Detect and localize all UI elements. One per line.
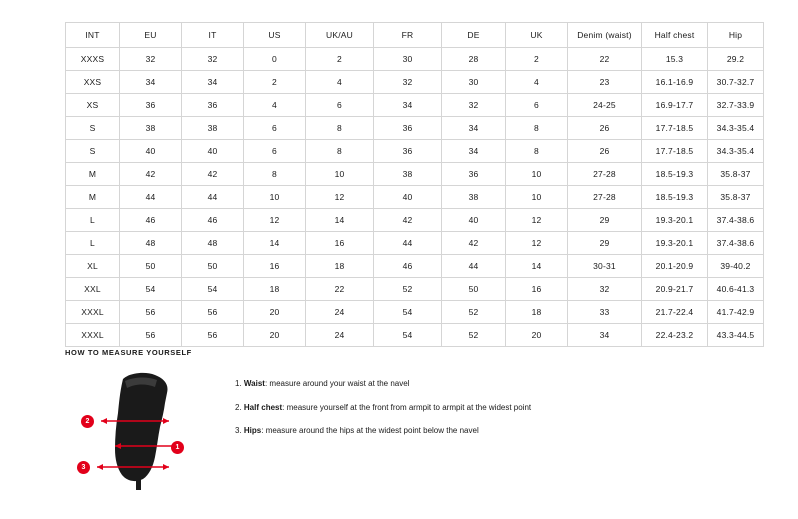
column-header: US <box>244 23 306 48</box>
step-term: Half chest <box>243 402 283 412</box>
table-cell: 10 <box>306 163 374 186</box>
table-cell: 40 <box>442 209 506 232</box>
table-cell: 39-40.2 <box>708 255 764 278</box>
table-cell: 22.4-23.2 <box>642 324 708 347</box>
table-cell: XXS <box>66 71 120 94</box>
table-cell: 4 <box>244 94 306 117</box>
table-cell: 54 <box>374 324 442 347</box>
step-number: 2. <box>235 402 242 412</box>
table-cell: 6 <box>244 117 306 140</box>
table-row <box>66 278 764 301</box>
table-cell: XXL <box>66 278 120 301</box>
table-cell: 10 <box>506 163 568 186</box>
table-cell: XXXS <box>66 48 120 71</box>
table-row <box>66 232 764 255</box>
table-cell: 50 <box>442 278 506 301</box>
column-header: INT <box>66 23 120 48</box>
table-cell: 34 <box>442 140 506 163</box>
table-cell: 4 <box>506 71 568 94</box>
column-header: UK/AU <box>306 23 374 48</box>
table-cell: 29 <box>568 232 642 255</box>
table-cell: 35.8-37 <box>708 186 764 209</box>
table-cell: 21.7-22.4 <box>642 301 708 324</box>
measurement-figure <box>81 367 205 492</box>
table-cell: 44 <box>120 186 182 209</box>
table-cell: 6 <box>244 140 306 163</box>
table-cell: 35.8-37 <box>708 163 764 186</box>
table-cell: 34 <box>374 94 442 117</box>
table-cell: 32.7-33.9 <box>708 94 764 117</box>
table-cell: 24 <box>306 301 374 324</box>
table-cell: 48 <box>120 232 182 255</box>
table-row <box>66 324 764 347</box>
table-cell: 54 <box>182 278 244 301</box>
table-cell: 17.7-18.5 <box>642 140 708 163</box>
how-to-measure-section <box>65 348 765 492</box>
table-cell: M <box>66 163 120 186</box>
table-cell: 20.1-20.9 <box>642 255 708 278</box>
table-cell: M <box>66 186 120 209</box>
table-cell: 56 <box>182 324 244 347</box>
measure-steps <box>235 367 531 450</box>
table-cell: 17.7-18.5 <box>642 117 708 140</box>
table-cell: 14 <box>306 209 374 232</box>
measure-bullet-2: 2 <box>81 415 94 428</box>
step-text: : measure around your waist at the navel <box>264 379 410 388</box>
table-cell: 37.4-38.6 <box>708 209 764 232</box>
column-header: Denim (waist) <box>568 23 642 48</box>
measure-step-hips <box>235 426 531 436</box>
table-cell: 22 <box>306 278 374 301</box>
size-table-body <box>66 48 764 347</box>
table-cell: XL <box>66 255 120 278</box>
table-cell: 44 <box>182 186 244 209</box>
size-table-header <box>66 23 764 48</box>
table-cell: 52 <box>442 301 506 324</box>
table-cell: 38 <box>182 117 244 140</box>
table-cell: 27-28 <box>568 186 642 209</box>
table-cell: 28 <box>442 48 506 71</box>
table-cell: 26 <box>568 117 642 140</box>
table-cell: 34.3-35.4 <box>708 117 764 140</box>
table-cell: 15.3 <box>642 48 708 71</box>
table-cell: 23 <box>568 71 642 94</box>
table-cell: 52 <box>442 324 506 347</box>
table-cell: 41.7-42.9 <box>708 301 764 324</box>
table-cell: 43.3-44.5 <box>708 324 764 347</box>
table-cell: 46 <box>120 209 182 232</box>
column-header: UK <box>506 23 568 48</box>
table-cell: 4 <box>306 71 374 94</box>
table-cell: 32 <box>442 94 506 117</box>
measure-bullet-3: 3 <box>77 461 90 474</box>
table-cell: 42 <box>182 163 244 186</box>
table-cell: 10 <box>506 186 568 209</box>
column-header: FR <box>374 23 442 48</box>
table-cell: 2 <box>306 48 374 71</box>
table-cell: XXXL <box>66 301 120 324</box>
table-cell: L <box>66 209 120 232</box>
table-row <box>66 48 764 71</box>
table-cell: 46 <box>374 255 442 278</box>
measure-step-half-chest <box>235 403 531 413</box>
table-cell: 2 <box>506 48 568 71</box>
table-cell: XS <box>66 94 120 117</box>
table-cell: 50 <box>120 255 182 278</box>
step-number: 1. <box>235 379 242 388</box>
size-table <box>65 22 764 347</box>
table-cell: 44 <box>374 232 442 255</box>
step-term: Hips <box>243 426 262 436</box>
table-row <box>66 255 764 278</box>
table-cell: 42 <box>442 232 506 255</box>
table-row <box>66 117 764 140</box>
table-cell: 14 <box>506 255 568 278</box>
table-row <box>66 94 764 117</box>
table-cell: 46 <box>182 209 244 232</box>
table-cell: 32 <box>120 48 182 71</box>
table-cell: 18.5-19.3 <box>642 186 708 209</box>
table-cell: 8 <box>244 163 306 186</box>
table-cell: 0 <box>244 48 306 71</box>
table-cell: 18 <box>506 301 568 324</box>
table-cell: 20 <box>506 324 568 347</box>
table-cell: 56 <box>182 301 244 324</box>
table-cell: 30.7-32.7 <box>708 71 764 94</box>
table-cell: 33 <box>568 301 642 324</box>
table-cell: 40.6-41.3 <box>708 278 764 301</box>
step-term: Waist <box>243 379 265 388</box>
table-cell: 36 <box>374 140 442 163</box>
step-number: 3. <box>235 426 242 436</box>
table-cell: 54 <box>120 278 182 301</box>
table-cell: 48 <box>182 232 244 255</box>
table-cell: L <box>66 232 120 255</box>
table-row <box>66 186 764 209</box>
table-cell: 8 <box>306 140 374 163</box>
table-cell: 36 <box>442 163 506 186</box>
table-row <box>66 163 764 186</box>
table-cell: 36 <box>374 117 442 140</box>
table-cell: 30 <box>374 48 442 71</box>
step-text: : measure around the hips at the widest point below the navel <box>261 426 479 436</box>
table-cell: 24-25 <box>568 94 642 117</box>
table-cell: 16 <box>306 232 374 255</box>
size-table-container <box>65 22 755 347</box>
column-header: Hip <box>708 23 764 48</box>
table-cell: 18.5-19.3 <box>642 163 708 186</box>
table-cell: 18 <box>244 278 306 301</box>
table-cell: 40 <box>120 140 182 163</box>
table-cell: 16.9-17.7 <box>642 94 708 117</box>
table-cell: 22 <box>568 48 642 71</box>
table-cell: 12 <box>244 209 306 232</box>
table-cell: 8 <box>506 140 568 163</box>
table-cell: 2 <box>244 71 306 94</box>
table-cell: 20.9-21.7 <box>642 278 708 301</box>
measure-step-waist <box>235 379 531 389</box>
table-cell: 38 <box>374 163 442 186</box>
column-header: Half chest <box>642 23 708 48</box>
table-cell: 34.3-35.4 <box>708 140 764 163</box>
table-cell: 8 <box>506 117 568 140</box>
table-cell: 16 <box>506 278 568 301</box>
table-cell: 27-28 <box>568 163 642 186</box>
table-cell: 6 <box>306 94 374 117</box>
table-cell: 42 <box>120 163 182 186</box>
table-cell: 50 <box>182 255 244 278</box>
table-cell: 42 <box>374 209 442 232</box>
table-cell: 56 <box>120 301 182 324</box>
table-cell: XXXL <box>66 324 120 347</box>
step-text: : measure yourself at the front from armpit to armpit at the widest point <box>282 402 532 412</box>
table-cell: 6 <box>506 94 568 117</box>
table-row <box>66 301 764 324</box>
table-cell: 32 <box>568 278 642 301</box>
table-cell: 12 <box>506 209 568 232</box>
mannequin-illustration <box>85 367 205 492</box>
column-header: IT <box>182 23 244 48</box>
table-cell: 52 <box>374 278 442 301</box>
table-cell: 54 <box>374 301 442 324</box>
table-cell: S <box>66 117 120 140</box>
table-cell: 32 <box>374 71 442 94</box>
table-row <box>66 140 764 163</box>
table-cell: 32 <box>182 48 244 71</box>
table-cell: 14 <box>244 232 306 255</box>
table-cell: 34 <box>442 117 506 140</box>
table-cell: 20 <box>244 324 306 347</box>
column-header: DE <box>442 23 506 48</box>
table-cell: 10 <box>244 186 306 209</box>
table-header-row <box>66 23 764 48</box>
table-cell: 30-31 <box>568 255 642 278</box>
table-cell: 37.4-38.6 <box>708 232 764 255</box>
table-cell: 16.1-16.9 <box>642 71 708 94</box>
table-cell: 40 <box>182 140 244 163</box>
table-cell: 44 <box>442 255 506 278</box>
table-cell: 30 <box>442 71 506 94</box>
table-cell: 36 <box>182 94 244 117</box>
table-cell: 12 <box>306 186 374 209</box>
table-cell: 26 <box>568 140 642 163</box>
table-cell: 18 <box>306 255 374 278</box>
table-cell: 19.3-20.1 <box>642 209 708 232</box>
table-cell: 19.3-20.1 <box>642 232 708 255</box>
table-cell: 40 <box>374 186 442 209</box>
table-cell: 20 <box>244 301 306 324</box>
table-cell: 34 <box>182 71 244 94</box>
how-to-measure-body <box>65 367 765 492</box>
column-header: EU <box>120 23 182 48</box>
table-cell: 29.2 <box>708 48 764 71</box>
table-row <box>66 71 764 94</box>
table-cell: 36 <box>120 94 182 117</box>
table-cell: 38 <box>120 117 182 140</box>
table-cell: 12 <box>506 232 568 255</box>
measure-bullet-1: 1 <box>171 441 184 454</box>
table-cell: 8 <box>306 117 374 140</box>
table-cell: 38 <box>442 186 506 209</box>
table-cell: 29 <box>568 209 642 232</box>
table-cell: 34 <box>568 324 642 347</box>
table-cell: 24 <box>306 324 374 347</box>
table-row <box>66 209 764 232</box>
table-cell: 56 <box>120 324 182 347</box>
table-cell: 34 <box>120 71 182 94</box>
table-cell: S <box>66 140 120 163</box>
how-to-measure-title: HOW TO MEASURE YOURSELF <box>65 348 192 357</box>
table-cell: 16 <box>244 255 306 278</box>
